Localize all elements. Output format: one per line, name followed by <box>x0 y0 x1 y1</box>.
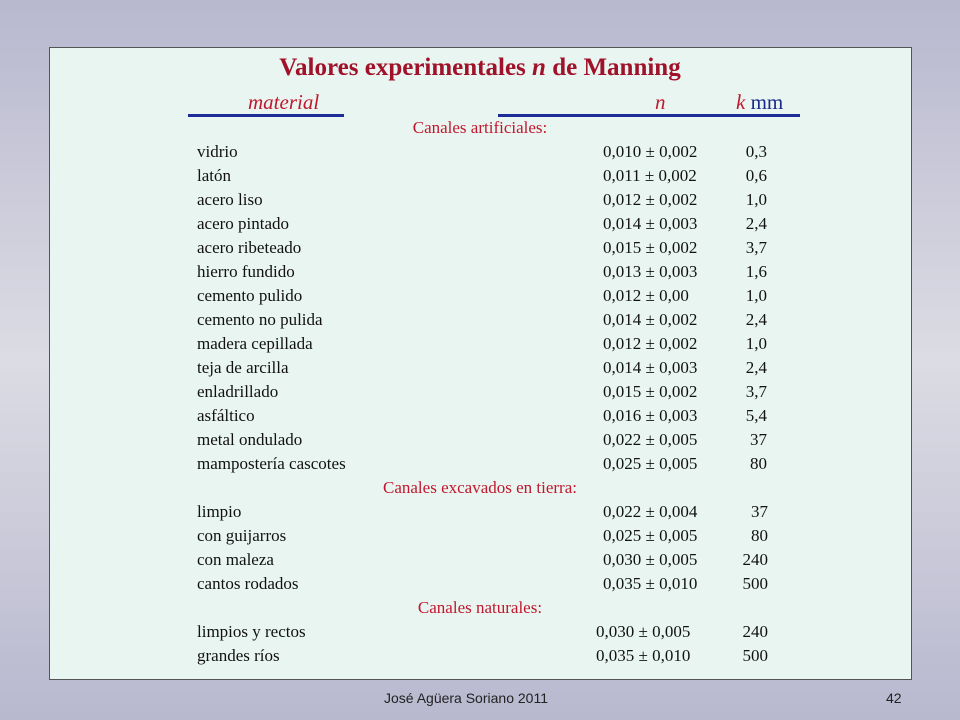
k-value: 1,0 <box>745 190 767 209</box>
n-value: 0,015 ± 0,002 <box>603 238 698 257</box>
n-value: 0,013 ± 0,003 <box>603 262 698 281</box>
material-name: teja de arcilla <box>197 358 289 377</box>
table-row <box>0 382 767 406</box>
table-row <box>0 430 767 454</box>
header-rule <box>188 114 344 117</box>
n-value: 0,014 ± 0,003 <box>603 358 698 377</box>
table-row <box>0 190 767 214</box>
k-value: 2,4 <box>745 310 767 329</box>
table-row <box>0 214 767 238</box>
k-value: 2,4 <box>745 214 767 233</box>
n-value: 0,012 ± 0,00 <box>603 286 689 305</box>
table-row <box>0 406 767 430</box>
n-value: 0,016 ± 0,003 <box>603 406 698 425</box>
material-name: acero liso <box>197 190 263 209</box>
n-value: 0,012 ± 0,002 <box>603 190 698 209</box>
section-heading: Canales naturales: <box>417 598 543 617</box>
material-name: latón <box>197 166 231 185</box>
n-value: 0,022 ± 0,005 <box>603 430 698 449</box>
k-value: 500 <box>742 646 768 665</box>
header-material: material <box>248 90 320 114</box>
n-value: 0,035 ± 0,010 <box>596 646 691 665</box>
material-name: mampostería cascotes <box>197 454 346 473</box>
n-value: 0,025 ± 0,005 <box>603 454 698 473</box>
footer-author: José Agüera Soriano 2011 <box>384 690 548 706</box>
k-value: 80 <box>750 454 767 473</box>
material-name: metal ondulado <box>197 430 303 449</box>
slide-title: Valores experimentales n de Manning <box>279 54 681 81</box>
material-name: madera cepillada <box>197 334 313 353</box>
material-name: vidrio <box>197 142 238 161</box>
k-value: 1,0 <box>745 286 767 305</box>
k-value: 3,7 <box>745 238 767 257</box>
k-value: 1,6 <box>745 262 767 281</box>
material-name: acero pintado <box>197 214 290 233</box>
k-value: 0,3 <box>745 142 767 161</box>
section-heading: Canales artificiales: <box>412 118 548 137</box>
table-row <box>0 334 767 358</box>
n-value: 0,015 ± 0,002 <box>603 382 698 401</box>
k-value: 80 <box>751 526 768 545</box>
k-value: 240 <box>742 622 768 641</box>
table-row <box>0 262 767 286</box>
material-name: acero ribeteado <box>197 238 302 257</box>
material-name: enladrillado <box>197 382 279 401</box>
table-row <box>0 358 767 382</box>
material-name: hierro fundido <box>197 262 295 281</box>
table-row <box>0 142 767 166</box>
table-row <box>0 286 767 310</box>
k-value: 5,4 <box>745 406 767 425</box>
section-heading: Canales excavados en tierra: <box>383 478 577 497</box>
n-value: 0,030 ± 0,005 <box>596 622 691 641</box>
table-row <box>0 574 768 598</box>
table-row <box>0 622 768 646</box>
material-name: cantos rodados <box>197 574 299 593</box>
k-value: 37 <box>750 430 767 449</box>
n-value: 0,025 ± 0,005 <box>603 526 698 545</box>
table-row <box>0 550 768 574</box>
n-value: 0,010 ± 0,002 <box>603 142 698 161</box>
material-name: grandes ríos <box>197 646 280 665</box>
n-value: 0,022 ± 0,004 <box>603 502 698 521</box>
header-n: n <box>655 90 666 114</box>
material-name: limpios y rectos <box>197 622 306 641</box>
n-value: 0,030 ± 0,005 <box>603 550 698 569</box>
n-value: 0,014 ± 0,003 <box>603 214 698 233</box>
k-value: 240 <box>742 550 768 569</box>
table-row <box>0 310 767 334</box>
table-row <box>0 166 767 190</box>
header-rule <box>498 114 800 117</box>
material-name: con maleza <box>197 550 274 569</box>
page-number: 42 <box>886 690 902 706</box>
k-value: 1,0 <box>745 334 767 353</box>
material-name: con guijarros <box>197 526 287 545</box>
k-value: 2,4 <box>745 358 767 377</box>
header-k: k mm <box>736 90 784 114</box>
table-row <box>0 646 768 670</box>
n-value: 0,014 ± 0,002 <box>603 310 698 329</box>
n-value: 0,011 ± 0,002 <box>603 166 697 185</box>
k-value: 500 <box>742 574 768 593</box>
table-row <box>0 454 767 478</box>
material-name: cemento no pulida <box>197 310 323 329</box>
table-row <box>0 526 768 550</box>
k-value: 3,7 <box>745 382 767 401</box>
material-name: limpio <box>197 502 242 521</box>
n-value: 0,012 ± 0,002 <box>603 334 698 353</box>
material-name: asfáltico <box>197 406 255 425</box>
table-row <box>0 502 768 526</box>
n-value: 0,035 ± 0,010 <box>603 574 698 593</box>
k-value: 37 <box>751 502 768 521</box>
k-value: 0,6 <box>745 166 767 185</box>
material-name: cemento pulido <box>197 286 303 305</box>
table-row <box>0 238 767 262</box>
